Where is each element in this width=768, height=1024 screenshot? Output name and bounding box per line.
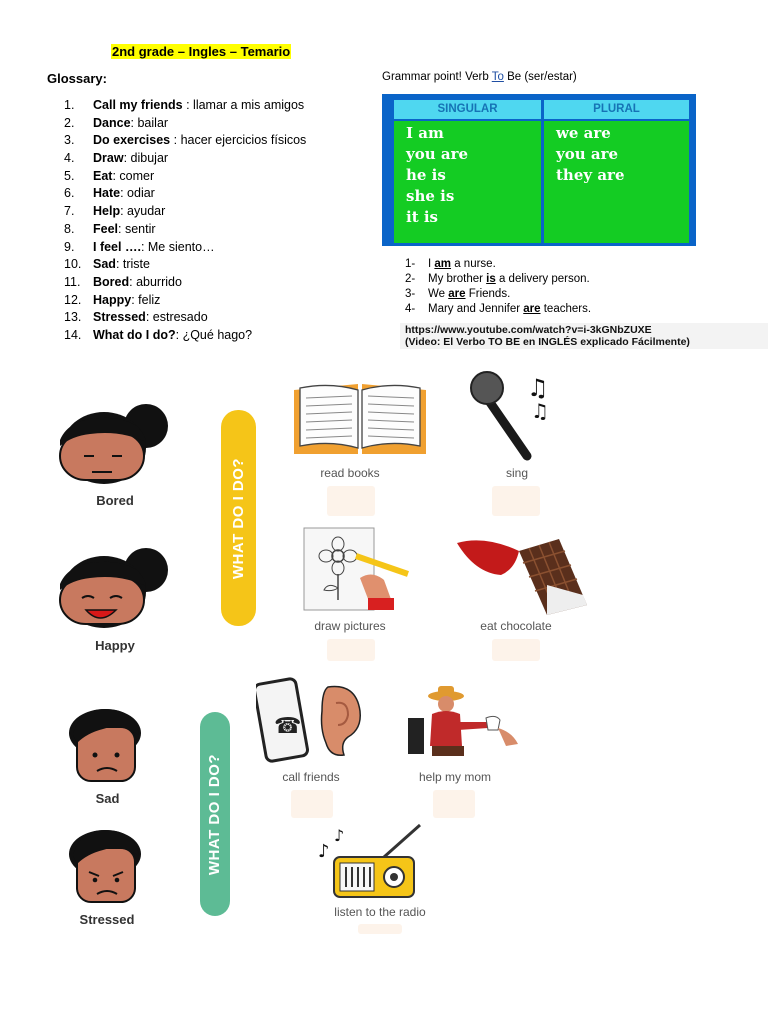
svg-text:♪: ♪ <box>318 841 330 862</box>
glossary-number: 8. <box>64 221 75 236</box>
glossary-meaning: ayudar <box>127 204 166 219</box>
glossary-item <box>64 309 306 327</box>
glossary-meaning: estresado <box>152 310 208 325</box>
glossary-list <box>64 97 306 345</box>
activity-label-read-books: read books <box>320 466 380 480</box>
video-link[interactable] <box>405 325 690 348</box>
glossary-sep: : <box>118 221 125 236</box>
glossary-sep: : <box>170 133 181 148</box>
glossary-sep: : <box>115 257 123 272</box>
plural-form: they are <box>556 166 625 184</box>
glossary-meaning: ¿Qué hago? <box>182 327 253 342</box>
glossary-number: 2. <box>64 115 75 130</box>
glossary-meaning: llamar a mis amigos <box>193 98 305 112</box>
grammar-heading-pre: Grammar point! Verb <box>382 71 492 83</box>
glossary-sep: : <box>130 115 138 130</box>
example-verb: am <box>434 258 452 270</box>
plural-form: we are <box>556 124 611 142</box>
answer-box[interactable] <box>327 486 375 516</box>
glossary-term: Bored <box>93 274 130 289</box>
chocolate-icon <box>455 537 590 615</box>
glossary-meaning: bailar <box>137 115 169 130</box>
open-book-icon <box>290 380 430 460</box>
glossary-sep: : <box>123 151 131 166</box>
answer-box[interactable] <box>492 486 540 516</box>
example-post: teachers. <box>540 303 592 315</box>
glossary-number: 11. <box>64 274 81 289</box>
glossary-item <box>64 239 306 257</box>
microphone-icon <box>465 368 555 463</box>
example-pre: My brother <box>428 273 487 285</box>
plural-column <box>544 121 689 243</box>
glossary-number: 5. <box>64 168 75 183</box>
stressed-face-icon <box>65 826 145 906</box>
glossary-number: 7. <box>64 204 75 219</box>
svg-text:♫: ♫ <box>531 399 549 423</box>
grammar-heading-to: To <box>491 71 504 83</box>
singular-form: it is <box>406 208 438 226</box>
glossary-meaning: aburrido <box>136 274 182 289</box>
activity-label-call-friends: call friends <box>282 770 340 784</box>
page-title: 2nd grade – Ingles – Temario <box>112 44 291 59</box>
svg-text:♫: ♫ <box>527 374 549 402</box>
plural-form: you are <box>556 145 619 163</box>
face-label-stressed: Stressed <box>79 912 135 927</box>
example-number: 3- <box>405 288 416 300</box>
answer-box[interactable] <box>327 639 375 661</box>
glossary-number: 3. <box>64 133 75 148</box>
example-post: a delivery person. <box>495 273 590 285</box>
plural-header: PLURAL <box>544 100 689 119</box>
video-caption: (Video: El Verbo TO BE en INGLÉS explicado Fácilmente) <box>405 335 690 348</box>
happy-face-icon <box>50 546 175 631</box>
glossary-item <box>64 132 306 150</box>
glossary-item <box>64 327 306 345</box>
glossary-number: 12. <box>64 292 82 307</box>
glossary-term: Hate <box>93 186 121 201</box>
activity-label-eat-chocolate: eat chocolate <box>480 619 552 633</box>
example-number: 1- <box>405 258 416 270</box>
glossary-item <box>64 150 306 168</box>
example-post: a nurse. <box>451 258 496 270</box>
pill-label: WHAT DO I DO? <box>230 457 247 579</box>
glossary-item <box>64 185 306 203</box>
example-sentence <box>405 302 591 317</box>
glossary-item <box>64 256 306 274</box>
glossary-item <box>64 115 306 133</box>
glossary-number: 14. <box>64 327 82 342</box>
glossary-sep: : <box>175 327 183 342</box>
glossary-item <box>64 221 306 239</box>
singular-form: I am <box>406 124 444 142</box>
pill-label: WHAT DO I DO? <box>206 753 224 875</box>
sad-face-icon <box>65 705 145 785</box>
glossary-term: Eat <box>93 168 113 183</box>
glossary-number: 6. <box>64 186 75 201</box>
answer-box[interactable] <box>358 924 402 934</box>
example-sentence <box>405 287 591 302</box>
phone-and-ear-icon <box>256 677 372 763</box>
bored-face-icon <box>50 402 175 487</box>
face-label-bored: Bored <box>96 493 134 508</box>
glossary-meaning: dibujar <box>130 151 169 166</box>
glossary-term: Happy <box>93 292 132 307</box>
glossary-term: Do exercises <box>93 133 171 148</box>
verb-to-be-table <box>382 94 696 246</box>
glossary-term: Dance <box>93 115 131 130</box>
example-post: Friends. <box>465 288 511 300</box>
glossary-number: 10. <box>64 257 82 272</box>
glossary-meaning: Me siento… <box>147 239 215 254</box>
example-pre: I <box>428 258 435 270</box>
example-verb: are <box>448 288 466 300</box>
activity-label-sing: sing <box>505 466 528 480</box>
glossary-term: Help <box>93 204 121 219</box>
glossary-term: What do I do? <box>93 327 176 342</box>
activity-label-draw-pictures: draw pictures <box>314 619 386 633</box>
example-verb: is <box>486 273 496 285</box>
example-sentences <box>405 257 591 317</box>
singular-form: you are <box>406 145 469 163</box>
glossary-item <box>64 203 306 221</box>
glossary-sep: : <box>131 292 139 307</box>
glossary-term: Call my friends <box>93 98 183 112</box>
face-label-happy: Happy <box>95 638 135 653</box>
glossary-sep: : <box>145 310 153 325</box>
video-url[interactable]: https://www.youtube.com/watch?v=i-3kGNbZUXE <box>405 324 652 336</box>
glossary-meaning: sentir <box>124 221 156 236</box>
singular-form: he is <box>406 166 446 184</box>
glossary-term: Draw <box>93 151 124 166</box>
glossary-sep: : <box>129 274 137 289</box>
glossary-number: 9. <box>64 239 75 254</box>
example-pre: We <box>428 288 449 300</box>
radio-icon <box>318 823 428 901</box>
glossary-term: Feel <box>93 221 119 236</box>
glossary-sep: : <box>120 186 128 201</box>
answer-box[interactable] <box>291 790 333 818</box>
example-sentence <box>405 257 591 272</box>
glossary-number: 13. <box>64 310 82 325</box>
glossary-number: 1. <box>64 98 75 112</box>
glossary-sep: : <box>112 168 120 183</box>
glossary-meaning: comer <box>119 168 155 183</box>
glossary-meaning: odiar <box>127 186 155 201</box>
glossary-item <box>64 168 306 186</box>
helping-person-icon <box>402 684 522 762</box>
answer-box[interactable] <box>492 639 540 661</box>
singular-form: she is <box>406 187 455 205</box>
glossary-item <box>64 97 306 115</box>
glossary-item <box>64 274 306 292</box>
glossary-item <box>64 292 306 310</box>
example-number: 4- <box>405 303 416 315</box>
drawing-hand-icon <box>300 526 415 616</box>
glossary-meaning: triste <box>122 257 150 272</box>
glossary-number: 4. <box>64 151 75 166</box>
glossary-sep: : <box>182 98 194 112</box>
example-number: 2- <box>405 273 416 285</box>
example-pre: Mary and Jennifer <box>428 303 524 315</box>
singular-header: SINGULAR <box>394 100 541 119</box>
grammar-heading-post: Be (ser/estar) <box>503 71 577 83</box>
what-do-i-do-pill-bottom <box>200 712 230 916</box>
example-sentence <box>405 272 591 287</box>
glossary-meaning: feliz <box>138 292 161 307</box>
singular-column <box>394 121 541 243</box>
activity-label-help-my-mom: help my mom <box>418 770 492 784</box>
glossary-term: Stressed <box>93 310 146 325</box>
glossary-heading: Glossary: <box>47 71 107 86</box>
svg-text:☎: ☎ <box>274 714 302 739</box>
glossary-term: Sad <box>93 257 116 272</box>
what-do-i-do-pill-top <box>221 410 256 626</box>
glossary-term: I feel …. <box>93 239 141 254</box>
glossary-sep: : <box>120 204 128 219</box>
face-label-sad: Sad <box>95 791 120 806</box>
glossary-meaning: hacer ejercicios físicos <box>180 133 307 148</box>
glossary-sep: : <box>140 239 148 254</box>
example-verb: are <box>523 303 541 315</box>
answer-box[interactable] <box>433 790 475 818</box>
activity-label-listen-to-the-radio: listen to the radio <box>334 905 426 919</box>
svg-text:♪: ♪ <box>334 826 345 845</box>
grammar-heading <box>382 71 577 83</box>
